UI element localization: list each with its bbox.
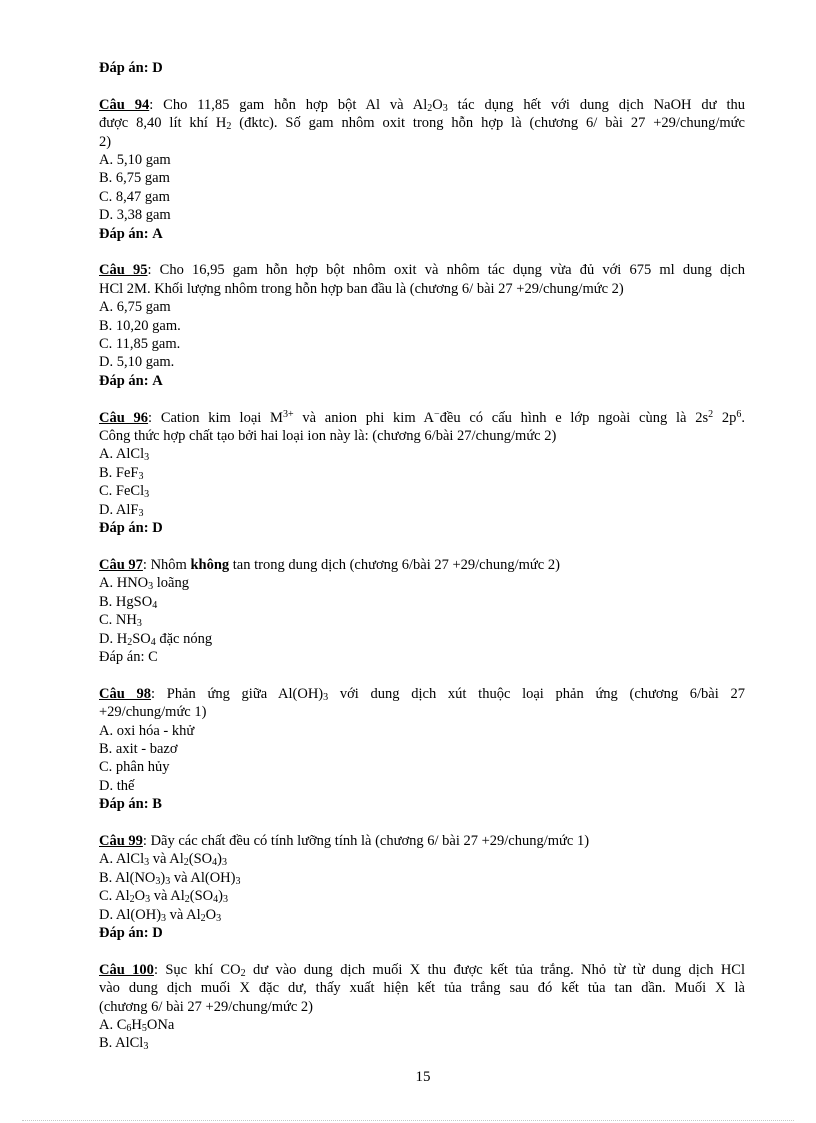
question-98-line-1: Câu 98: Phản ứng giữa $Al(OH)_3$ với dung dịch xút thuộc loại phản ứng (chương 6/bài 27 [99,685,745,703]
option-c: C. phân hủy [99,759,170,776]
question-100-line-1: Câu 100: Sục khí $CO_2$ dư vào dung dịch muối X thu được kết tủa trắng. Nhỏ từ từ dung dịch HCl [99,961,746,979]
question-99-label: Câu 99 [99,832,143,849]
option-b: B. 10,20 gam. [99,317,181,334]
option-b: B. HgSO$_4$ [99,593,158,611]
option-d: D. 3,38 gam [99,207,171,224]
option-d: D. $H_2SO_4$ đặc nóng [99,630,213,648]
question-96-label: Câu 96 [99,409,149,426]
option-c: C. 11,85 gam. [99,336,181,353]
option-c: C. FeCl$_3$ [99,483,150,501]
question-95-line-2: HCl 2M. Khối lượng nhôm trong hỗn hợp ban đầu là (chương 6/ bài 27 +29/chung/mức 2) [99,280,624,297]
option-c: C. $Al_2O_3$ và $Al_2(SO_4)_3$ [99,888,228,906]
option-d: D. 5,10 gam. [99,354,175,371]
option-a: A. oxi hóa - khử [99,722,195,739]
question-97-label: Câu 97 [99,556,143,573]
option-d: D. $Al(OH)_3$ và $Al_2O_3$ [99,906,222,924]
page-bottom-rule [22,1120,794,1121]
option-c: C. 8,47 gam [99,188,170,205]
option-a: A. AlCl$_3$ và $Al_2(SO_4)_3$ [99,851,227,869]
option-d: D. thế [99,777,135,794]
answer-line: Đáp án: D [99,520,163,537]
option-b: B. AlCl$_3$ [99,1035,149,1053]
answer-line: Đáp án: B [99,796,162,813]
question-96-line-2: Công thức hợp chất tạo bởi hai loại ion này là: (chương 6/bài 27/chung/mức 2) [99,428,557,445]
option-a: A. 5,10 gam [99,152,171,169]
answer-letter: D [152,60,163,76]
question-96-line-1: Câu 96: Cation kim loại $M^{3+}$ và anion phi kim A−đều có cấu hình e lớp ngoài cùng là $2s^2$ $2p^6$. [99,408,746,426]
option-a: A. AlCl$_3$ [99,446,150,464]
question-94-line-3: 2) [99,133,112,150]
question-98-line-2: +29/chung/mức 1) [99,704,207,721]
question-94-line-2: được 8,40 lít khí $H_2$ (đktc). Số gam nhôm oxit trong hỗn hợp là (chương 6/ bài 27 +29/chung/mức [99,115,745,133]
answer-line: Đáp án: D [99,925,163,941]
option-a: A. 6,75 gam [99,299,171,316]
option-c: C. $NH_3$ [99,612,142,630]
option-d: D. AlF$_3$ [99,501,144,519]
option-b: B. axit - bazơ [99,740,178,757]
question-94-line-1: Câu 94: Cho 11,85 gam hỗn hợp bột Al và $Al_2O_3$ tác dụng hết với dung dịch NaOH dư thu [99,96,745,114]
option-a: A. $HNO_3$ loãng [99,575,189,593]
option-b: B. 6,75 gam [99,170,170,187]
question-95-line-1: Câu 95: Cho 16,95 gam hỗn hợp bột nhôm oxit và nhôm tác dụng vừa đủ với 675 ml dung dịch [99,262,745,279]
question-97-line-1: Câu 97: Nhôm không tan trong dung dịch (chương 6/bài 27 +29/chung/mức 2) [99,556,560,573]
question-100-line-3: (chương 6/ bài 27 +29/chung/mức 2) [99,998,313,1015]
page-number: 15 [415,1069,431,1085]
question-100-label: Câu 100 [99,961,154,978]
option-b: B. $Al(NO_3)_3$ và $Al(OH)_3$ [99,869,241,887]
question-94-label: Câu 94 [99,96,150,113]
question-99-line-1: Câu 99: Dãy các chất đều có tính lưỡng tính là (chương 6/ bài 27 +29/chung/mức 1) [99,832,590,849]
answer-line: Đáp án: A [99,225,163,242]
answer-line [99,59,745,77]
option-b: B. FeF$_3$ [99,464,144,482]
answer-label: Đáp án: [99,60,149,76]
answer-line: Đáp án: A [99,372,163,389]
question-95-label: Câu 95 [99,262,148,279]
document-page [99,59,745,1053]
answer-line: Đáp án: C [99,648,158,665]
option-a: A. $C_6H_5ONa$ [99,1017,175,1035]
question-100-line-2: vào dung dịch muối X đặc dư, thấy xuất hiện kết tủa trắng sau đó kết tủa tan dần. Muối X là [99,980,745,997]
question-98-label: Câu 98 [99,685,152,702]
